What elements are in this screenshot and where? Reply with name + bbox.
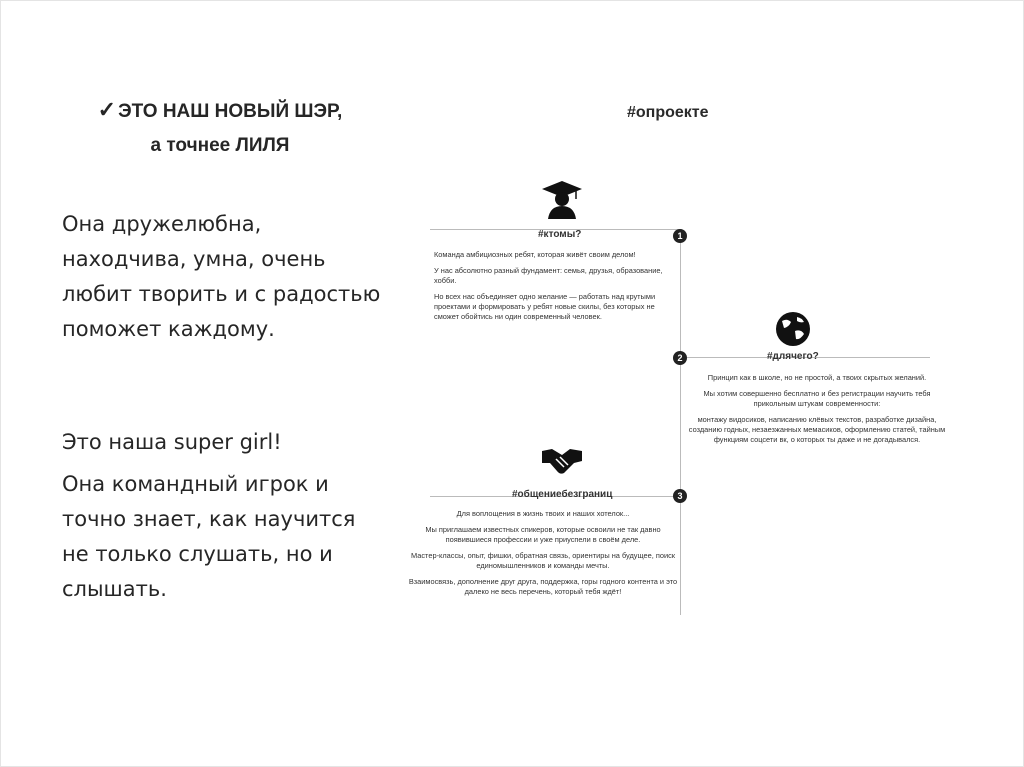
communication-paragraph-3: Мастер-классы, опыт, фишки, обратная связь, ориентиры на будущее, поиск единомышленников и команды мечты. [411,551,675,570]
who-paragraph-2: У нас абсолютно разный фундамент: семья, друзья, образование, хобби. [434,266,663,285]
communication-paragraph-4: Взаимосвязь, дополнение друг друга, поддержка, горы годного контента и это далеко не весь перечень, который тебя ждёт! [408,577,678,596]
super-girl-line: Это наша super girl! [62,430,282,454]
communication-paragraph-1: Для воплощения в жизнь твоих и наших хотелок... [456,509,630,518]
checkmark-icon: ✓ [97,97,117,122]
section-number-3: 3 [673,489,687,503]
who-paragraph-3: Но всех нас объединяет одно желание — работать над крутыми проектами и формировать у ребят новые скилы, без которых не сможет обойтись ни один современный человек. [434,292,656,321]
why-paragraph-1: Принцип как в школе, но не простой, а твоих скрытых желаний. [707,373,927,382]
section-text-communication [408,509,678,603]
section-title-who: #ктомы? [538,229,582,240]
slide-title [40,93,400,163]
why-paragraph-2: Мы хотим совершенно бесплатно и без регистрации научить тебя прикольным штукам современности: [703,389,931,408]
about-project-infographic [408,95,960,625]
globe-icon [773,309,813,349]
section-title-why: #длячего? [767,351,819,362]
title-line-1: ЭТО НАШ НОВЫЙ ШЭР, [118,101,343,122]
team-player-paragraph: Она командный игрок и точно знает, как научится не только слушать, но и слышать. [62,472,356,601]
why-paragraph-3: монтажу видосиков, написанию клёвых текстов, разработке дизайна, созданию годных, незаезжанных мемасиков, оформлению статей, тайным функциям соцсети вк, о которых ты даже и не догадывался. [688,415,946,444]
graduate-icon [540,179,584,219]
infographic-title: #опроекте [627,104,709,121]
who-paragraph-1: Команда амбициозных ребят, которая живёт своим делом! [434,250,636,259]
section-number-1: 1 [673,229,687,243]
title-line-2: а точнее ЛИЛЯ [150,135,290,156]
section-text-who [434,250,674,328]
handshake-icon [540,441,584,477]
timeline-line [680,235,681,615]
section-text-why [686,373,948,451]
section-number-2: 2 [673,351,687,365]
communication-paragraph-2: Мы приглашаем известных спикеров, которые освоили не так давно появившиеся профессии и уже приуспели в своём деле. [425,525,661,544]
section-title-communication: #общениебезграниц [512,489,613,500]
description-paragraph: Она дружелюбна, находчива, умна, очень любит творить и с радостью поможет каждому. [62,212,381,341]
